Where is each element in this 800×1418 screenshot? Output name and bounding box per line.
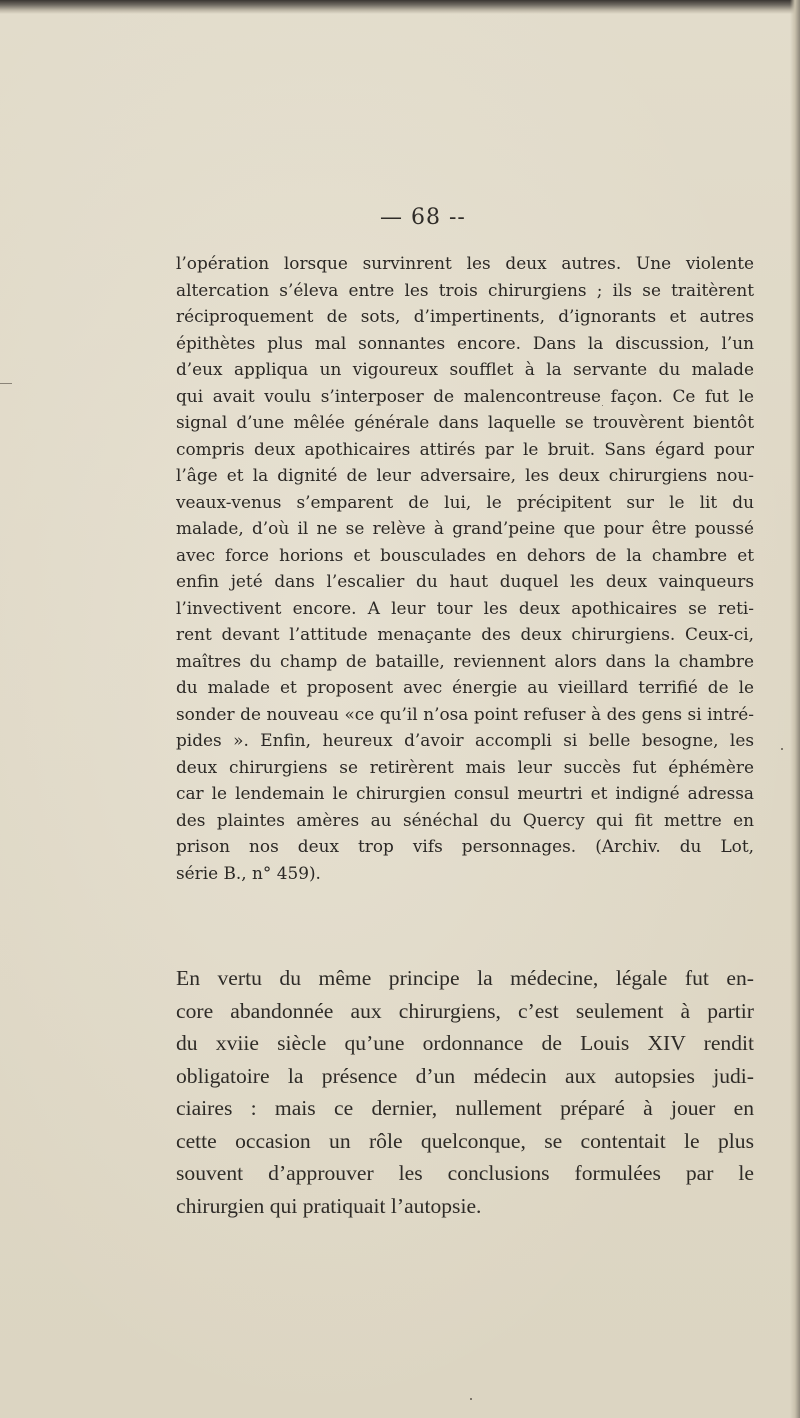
text-line: En vertu du même principe la médecine, légale fut en- (176, 966, 754, 990)
text-line: maîtres du champ de bataille, reviennent alors dans la chambre (176, 650, 754, 671)
paragraph-anecdote (176, 250, 754, 886)
text-line: pides ». Enfin, heureux d’avoir accompli si belle besogne, les (176, 730, 754, 750)
text-line: d’eux appliqua un vigoureux soufflet à la servante du malade (176, 359, 754, 379)
text-line: épithètes plus mal sonnantes encore. Dans la discussion, l’un (176, 332, 754, 353)
text-line: avec force horions et bousculades en dehors de la chambre et (176, 544, 754, 565)
text-line: souvent d’approuver les conclusions formulées par le (176, 1161, 754, 1185)
text-line: du malade et proposent avec énergie au vieillard terrifié de le (176, 677, 754, 697)
text-line: réciproquement de sots, d’impertinents, d’ignorants et autres (176, 306, 754, 326)
text-line: rent devant l’attitude menaçante des deux chirurgiens. Ceux-ci, (176, 624, 754, 644)
text-line: deux chirurgiens se retirèrent mais leur succès fut éphémère (176, 756, 754, 777)
page-right-edge-shadow (790, 0, 800, 1418)
page-number: — 68 -- (380, 205, 466, 230)
text-line: enfin jeté dans l’escalier du haut duquel les deux vainqueurs (176, 571, 754, 591)
text-line: signal d’une mêlée générale dans laquelle se trouvèrent bientôt (176, 412, 754, 432)
text-line: série B., n° 459). (176, 862, 321, 883)
text-line: malade, d’où il ne se relève à grand’peine que pour être poussé (176, 518, 754, 538)
text-line: du xviie siècle qu’une ordonnance de Louis XIV rendit (176, 1031, 754, 1055)
text-line: l’âge et la dignité de leur adversaire, les deux chirurgiens nou- (176, 465, 754, 485)
text-line: veaux-venus s’emparent de lui, le précipitent sur le lit du (176, 491, 754, 512)
margin-mark (0, 383, 12, 384)
text-line: cette occasion un rôle quelconque, se contentait le plus (176, 1128, 754, 1153)
text-line: core abandonnée aux chirurgiens, c’est seulement à partir (176, 998, 754, 1023)
text-line: des plaintes amères au sénéchal du Quercy qui fit mettre en (176, 809, 754, 830)
text-line: l’invectivent encore. A leur tour les deux apothicaires se reti- (176, 597, 754, 618)
page-top-edge-shadow (0, 0, 800, 14)
text-line: car le lendemain le chirurgien consul meurtri et indigné adressa (176, 783, 754, 803)
paper-speck (470, 1398, 472, 1400)
text-line: compris deux apothicaires attirés par le bruit. Sans égard pour (176, 438, 754, 459)
text-line: chirurgien qui pratiquait l’autopsie. (176, 1193, 482, 1218)
text-line: sonder de nouveau «ce qu’il n’osa point refuser à des gens si intré- (176, 703, 754, 724)
text-line: ciaires : mais ce dernier, nullement préparé à jouer en (176, 1096, 754, 1120)
text-line: prison nos deux trop vifs personnages. (Archiv. du Lot, (176, 836, 754, 856)
text-line: l’opération lorsque survinrent les deux autres. Une violente (176, 253, 754, 273)
text-line: obligatoire la présence d’un médecin aux autopsies judi- (176, 1063, 754, 1088)
paper-speck (781, 748, 783, 750)
text-line: qui avait voulu s’interposer de malencontreuse façon. Ce fut le (176, 385, 754, 406)
paragraph-medicine-legale (176, 962, 754, 1222)
paper-speck (602, 405, 603, 406)
text-line: altercation s’éleva entre les trois chirurgiens ; ils se traitèrent (176, 279, 754, 300)
